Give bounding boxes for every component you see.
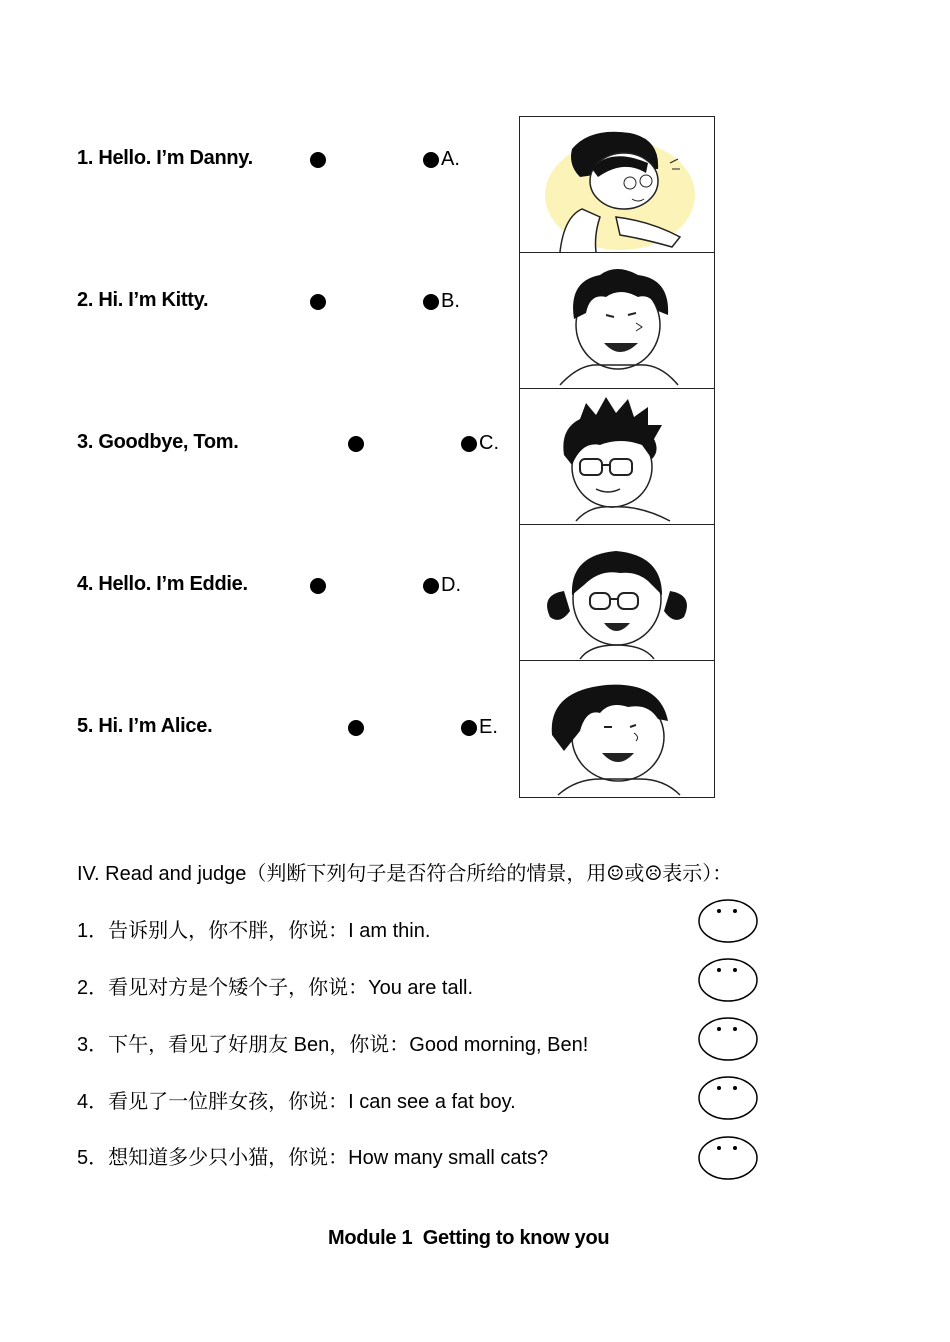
judge-item-sentence: I am thin. <box>348 920 431 942</box>
judge-item-situation: 看见了一位胖女孩，你说： <box>108 1089 349 1113</box>
judge-item-number: 2． <box>77 977 109 999</box>
judge-item-situation: 下午，看见了好朋友 <box>108 1032 289 1056</box>
judge-item-name: Ben <box>288 1034 330 1056</box>
answer-face-icon-5[interactable] <box>698 1136 758 1180</box>
judge-item-3 <box>77 1028 588 1057</box>
option-label-c: C. <box>479 432 499 454</box>
right-dot-d[interactable] <box>423 578 439 594</box>
option-a[interactable] <box>423 148 460 171</box>
option-label-a: A. <box>441 148 460 170</box>
match-sentence-2: 2. Hi. I’m Kitty. <box>77 289 209 311</box>
judge-item-situation: 想知道多少只小猫，你说： <box>108 1145 349 1169</box>
option-d[interactable] <box>423 574 461 597</box>
left-dot-1[interactable] <box>310 152 326 168</box>
girl-short-hair-picture <box>520 661 714 797</box>
judge-item-number: 4． <box>77 1091 109 1113</box>
girl-pointing-picture <box>520 117 714 253</box>
picture-d <box>520 525 714 661</box>
judge-item-situation: 告诉别人，你不胖，你说： <box>108 918 349 942</box>
judge-item-situation-tail: ，你说： <box>329 1032 410 1056</box>
answer-face-icon-1[interactable] <box>698 899 758 943</box>
right-dot-e[interactable] <box>461 720 477 736</box>
option-label-d: D. <box>441 574 461 596</box>
judge-item-sentence: You are tall. <box>368 977 474 999</box>
judge-item-number: 5． <box>77 1147 109 1169</box>
judge-item-2 <box>77 971 473 1000</box>
section-iv-title <box>77 857 732 886</box>
girl-pigtails-glasses-picture <box>520 525 714 661</box>
section-iv-title-en: IV. Read and judge <box>77 863 247 885</box>
left-dot-5[interactable] <box>348 720 364 736</box>
option-c[interactable] <box>461 432 499 455</box>
judge-item-number: 1． <box>77 920 109 942</box>
judge-item-sentence: I can see a fat boy. <box>348 1091 516 1113</box>
option-e[interactable] <box>461 716 498 739</box>
judge-item-sentence: How many small cats? <box>348 1147 549 1169</box>
picture-b <box>520 253 714 389</box>
judge-item-situation: 看见对方是个矮个子，你说： <box>108 975 369 999</box>
picture-a <box>520 117 714 253</box>
section-iv-title-cn: （判断下列句子是否符合所给的情景，用☺或☹表示）： <box>246 861 733 885</box>
option-label-b: B. <box>441 290 460 312</box>
answer-face-icon-3[interactable] <box>698 1017 758 1061</box>
left-dot-2[interactable] <box>310 294 326 310</box>
answer-face-icon-2[interactable] <box>698 958 758 1002</box>
left-dot-3[interactable] <box>348 436 364 452</box>
match-sentence-5: 5. Hi. I’m Alice. <box>77 715 213 737</box>
judge-item-1 <box>77 914 430 943</box>
picture-c <box>520 389 714 525</box>
judge-item-4 <box>77 1085 516 1114</box>
boy-glasses-picture <box>520 389 714 525</box>
picture-e <box>520 661 714 797</box>
right-dot-c[interactable] <box>461 436 477 452</box>
option-label-e: E. <box>479 716 498 738</box>
right-dot-b[interactable] <box>423 294 439 310</box>
match-sentence-4: 4. Hello. I’m Eddie. <box>77 573 248 595</box>
module-title: Module 1 Getting to know you <box>328 1227 610 1249</box>
match-sentence-1: 1. Hello. I’m Danny. <box>77 147 253 169</box>
right-dot-a[interactable] <box>423 152 439 168</box>
left-dot-4[interactable] <box>310 578 326 594</box>
match-sentence-3: 3. Goodbye, Tom. <box>77 431 239 453</box>
judge-item-sentence: Good morning, Ben! <box>409 1034 589 1056</box>
answer-face-icon-4[interactable] <box>698 1076 758 1120</box>
picture-column <box>519 116 715 798</box>
judge-item-5 <box>77 1141 548 1170</box>
judge-item-number: 3． <box>77 1034 109 1056</box>
option-b[interactable] <box>423 290 460 313</box>
boy-smiling-picture <box>520 253 714 389</box>
